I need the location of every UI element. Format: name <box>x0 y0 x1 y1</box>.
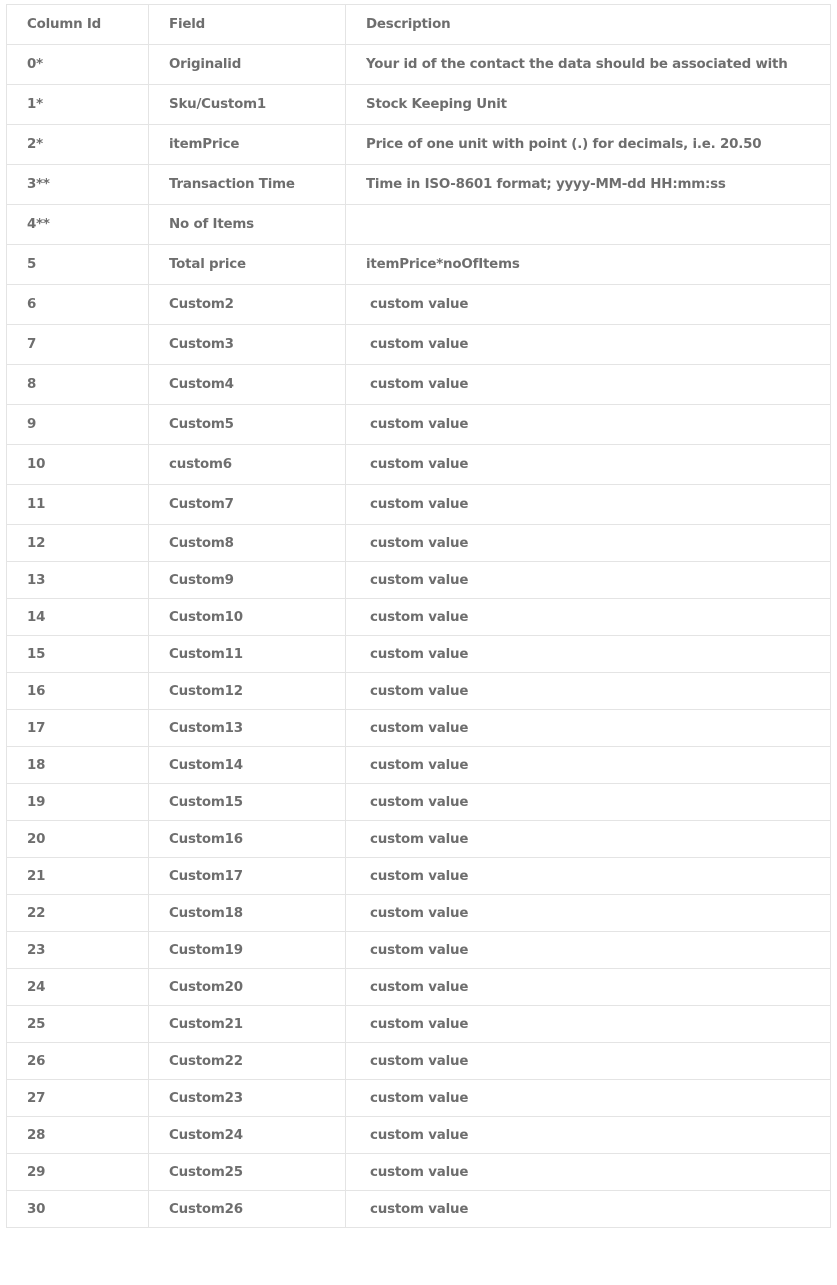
table-row <box>7 205 831 245</box>
field-cell: Custom26 <box>149 1191 346 1228</box>
column-id-cell: 4** <box>7 205 149 245</box>
table-body <box>7 45 831 1228</box>
field-cell: Sku/Custom1 <box>149 85 346 125</box>
field-cell: Custom2 <box>149 285 346 325</box>
table-row <box>7 821 831 858</box>
column-id-cell: 25 <box>7 1006 149 1043</box>
field-cell: Custom7 <box>149 485 346 525</box>
field-cell: Custom16 <box>149 821 346 858</box>
description-cell: Time in ISO-8601 format; yyyy-MM-dd HH:mm:ss <box>346 165 831 205</box>
table-row <box>7 525 831 562</box>
field-cell: Custom15 <box>149 784 346 821</box>
field-cell: Custom3 <box>149 325 346 365</box>
table-row <box>7 1043 831 1080</box>
column-id-cell: 3** <box>7 165 149 205</box>
field-cell: Custom12 <box>149 673 346 710</box>
table-row <box>7 562 831 599</box>
description-cell: custom value <box>346 895 831 932</box>
field-cell: Custom4 <box>149 365 346 405</box>
column-id-cell: 26 <box>7 1043 149 1080</box>
column-id-cell: 28 <box>7 1117 149 1154</box>
table-row <box>7 165 831 205</box>
field-cell: Custom5 <box>149 405 346 445</box>
column-id-cell: 18 <box>7 747 149 784</box>
field-cell: Custom23 <box>149 1080 346 1117</box>
field-cell: custom6 <box>149 445 346 485</box>
description-cell <box>346 205 831 245</box>
column-id-cell: 20 <box>7 821 149 858</box>
description-cell: Price of one unit with point (.) for decimals, i.e. 20.50 <box>346 125 831 165</box>
field-cell: Custom14 <box>149 747 346 784</box>
column-id-cell: 1* <box>7 85 149 125</box>
description-cell: custom value <box>346 365 831 405</box>
field-cell: Custom24 <box>149 1117 346 1154</box>
field-cell: Custom13 <box>149 710 346 747</box>
column-id-cell: 29 <box>7 1154 149 1191</box>
field-cell: itemPrice <box>149 125 346 165</box>
table-row <box>7 1191 831 1228</box>
description-cell: custom value <box>346 821 831 858</box>
column-id-cell: 5 <box>7 245 149 285</box>
field-cell: Originalid <box>149 45 346 85</box>
table-row <box>7 1006 831 1043</box>
description-cell: custom value <box>346 784 831 821</box>
column-id-cell: 16 <box>7 673 149 710</box>
field-cell: Custom9 <box>149 562 346 599</box>
description-cell: custom value <box>346 1080 831 1117</box>
column-id-cell: 10 <box>7 445 149 485</box>
header-description: Description <box>346 5 831 45</box>
description-cell: custom value <box>346 747 831 784</box>
table-row <box>7 673 831 710</box>
description-cell: custom value <box>346 445 831 485</box>
description-cell: custom value <box>346 485 831 525</box>
description-cell: custom value <box>346 1006 831 1043</box>
column-id-cell: 27 <box>7 1080 149 1117</box>
table-row <box>7 1154 831 1191</box>
description-cell: custom value <box>346 325 831 365</box>
description-cell: itemPrice*noOfItems <box>346 245 831 285</box>
description-cell: custom value <box>346 673 831 710</box>
description-cell: custom value <box>346 636 831 673</box>
table-row <box>7 365 831 405</box>
field-cell: Custom22 <box>149 1043 346 1080</box>
header-row <box>7 5 831 45</box>
table-row <box>7 932 831 969</box>
column-id-cell: 13 <box>7 562 149 599</box>
table-row <box>7 125 831 165</box>
table-row <box>7 1080 831 1117</box>
description-cell: custom value <box>346 969 831 1006</box>
table-row <box>7 1117 831 1154</box>
column-id-cell: 22 <box>7 895 149 932</box>
field-cell: No of Items <box>149 205 346 245</box>
field-cell: Custom18 <box>149 895 346 932</box>
column-id-cell: 2* <box>7 125 149 165</box>
column-id-cell: 8 <box>7 365 149 405</box>
column-id-cell: 6 <box>7 285 149 325</box>
table-row <box>7 405 831 445</box>
description-cell: custom value <box>346 525 831 562</box>
table-row <box>7 636 831 673</box>
table-row <box>7 599 831 636</box>
description-cell: custom value <box>346 710 831 747</box>
column-id-cell: 12 <box>7 525 149 562</box>
field-cell: Custom11 <box>149 636 346 673</box>
description-cell: Your id of the contact the data should be associated with <box>346 45 831 85</box>
field-cell: Custom19 <box>149 932 346 969</box>
column-id-cell: 17 <box>7 710 149 747</box>
table-row <box>7 969 831 1006</box>
column-spec-table-wrapper <box>6 4 830 1228</box>
column-id-cell: 24 <box>7 969 149 1006</box>
description-cell: custom value <box>346 1154 831 1191</box>
table-row <box>7 710 831 747</box>
column-id-cell: 7 <box>7 325 149 365</box>
column-id-cell: 15 <box>7 636 149 673</box>
column-id-cell: 9 <box>7 405 149 445</box>
table-row <box>7 485 831 525</box>
field-cell: Custom20 <box>149 969 346 1006</box>
field-cell: Custom8 <box>149 525 346 562</box>
description-cell: custom value <box>346 858 831 895</box>
field-cell: Transaction Time <box>149 165 346 205</box>
field-cell: Custom10 <box>149 599 346 636</box>
header-column-id: Column Id <box>7 5 149 45</box>
field-cell: Custom17 <box>149 858 346 895</box>
table-row <box>7 858 831 895</box>
description-cell: custom value <box>346 599 831 636</box>
table-row <box>7 784 831 821</box>
description-cell: custom value <box>346 1043 831 1080</box>
column-id-cell: 11 <box>7 485 149 525</box>
description-cell: Stock Keeping Unit <box>346 85 831 125</box>
column-id-cell: 14 <box>7 599 149 636</box>
table-row <box>7 245 831 285</box>
column-id-cell: 19 <box>7 784 149 821</box>
table-row <box>7 325 831 365</box>
header-field: Field <box>149 5 346 45</box>
table-row <box>7 895 831 932</box>
table-row <box>7 85 831 125</box>
column-id-cell: 21 <box>7 858 149 895</box>
column-id-cell: 23 <box>7 932 149 969</box>
column-id-cell: 30 <box>7 1191 149 1228</box>
description-cell: custom value <box>346 1191 831 1228</box>
description-cell: custom value <box>346 1117 831 1154</box>
description-cell: custom value <box>346 562 831 599</box>
table-header <box>7 5 831 45</box>
description-cell: custom value <box>346 405 831 445</box>
table-row <box>7 285 831 325</box>
column-spec-table <box>6 4 831 1228</box>
field-cell: Custom21 <box>149 1006 346 1043</box>
table-row <box>7 747 831 784</box>
field-cell: Total price <box>149 245 346 285</box>
description-cell: custom value <box>346 285 831 325</box>
table-row <box>7 45 831 85</box>
field-cell: Custom25 <box>149 1154 346 1191</box>
description-cell: custom value <box>346 932 831 969</box>
table-row <box>7 445 831 485</box>
column-id-cell: 0* <box>7 45 149 85</box>
